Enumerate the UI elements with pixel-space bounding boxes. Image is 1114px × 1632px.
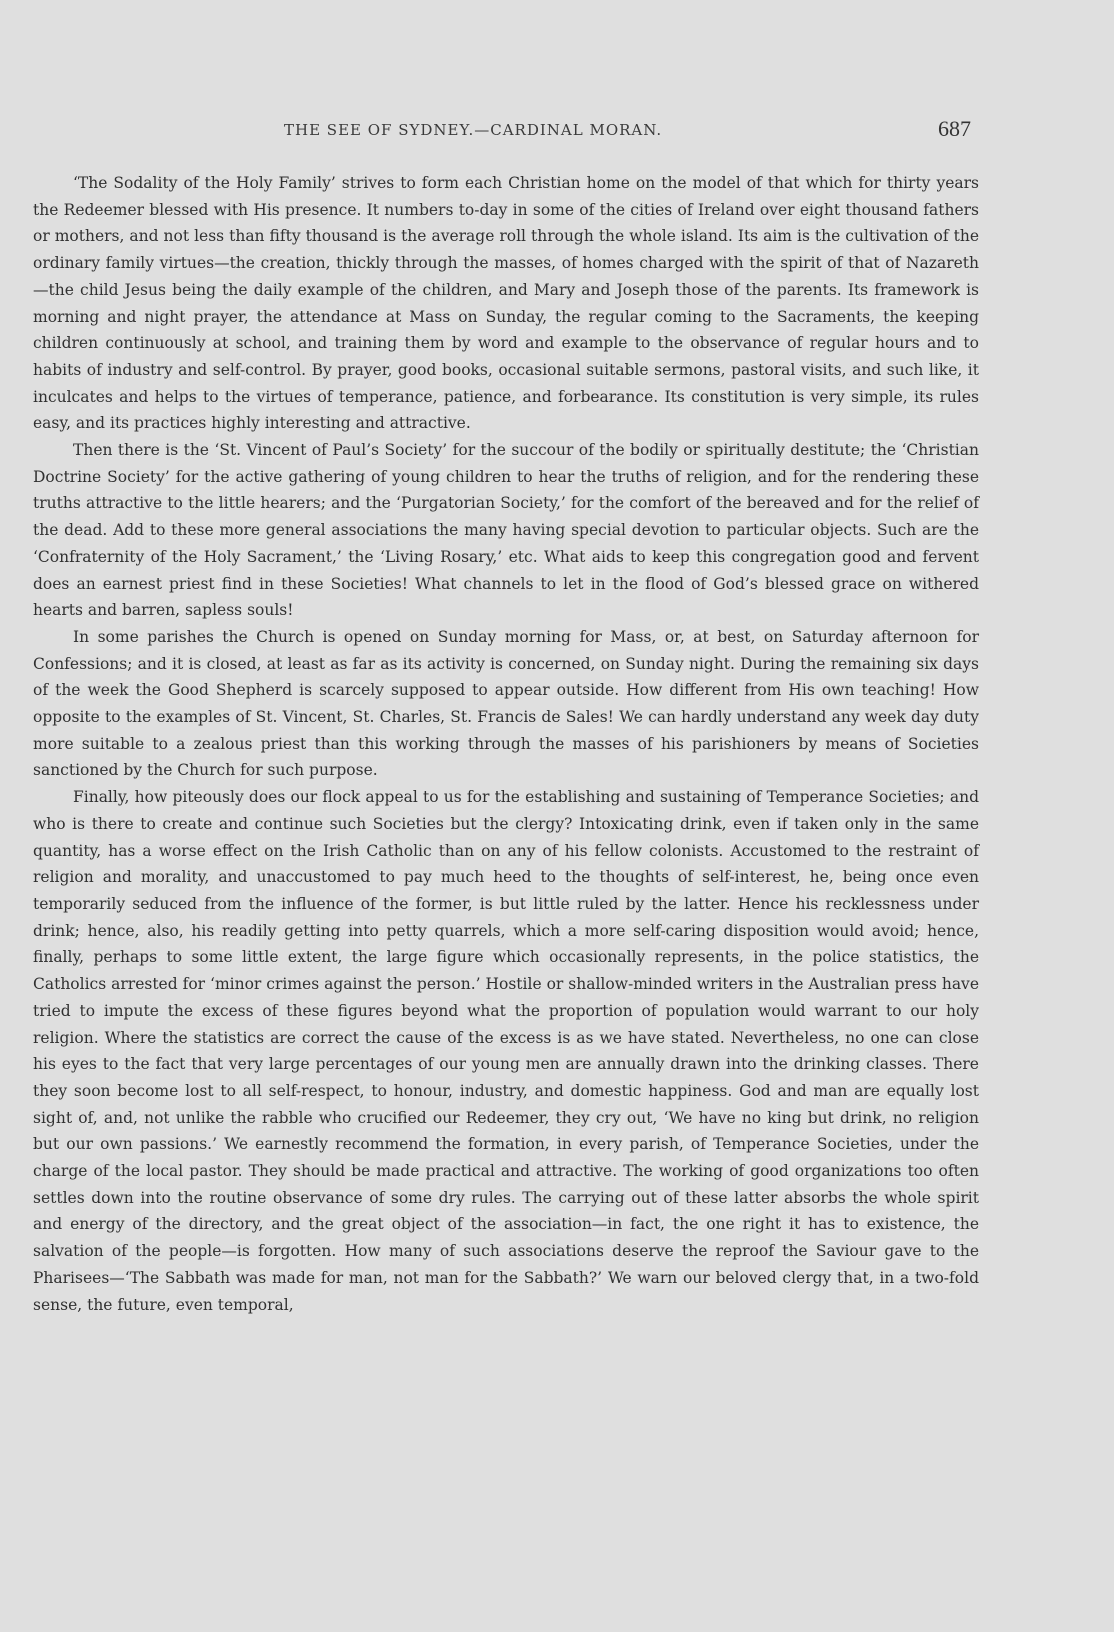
body-text — [33, 170, 979, 1318]
paragraph-societies: Then there is the ‘St. Vincent of Paul’s Society’ for the succour of the bodily or spiritually destitute; the ‘Christian Doctrine Society’ for the active gathering of young children to hear the truths of religion, and for the rendering these truths attractive to the little hearers; and the ‘Purgatorian Society,’ for the comfort of the bereaved and for the relief of the dead. Add to these more general associations the many having special devotion to particular objects. Such are the ‘Confraternity of the Holy Sacrament,’ the ‘Living Rosary,’ etc. What aids to keep this congregation good and fervent does an earnest priest find in these Societies! What channels to let in the flood of God’s blessed grace on withered hearts and barren, sapless souls! — [33, 441, 979, 620]
paragraph-parishes: In some parishes the Church is opened on Sunday morning for Mass, or, at best, on Saturday afternoon for Confessions; and it is closed, at least as far as its activity is concerned, on Sunday night. During the remaining six days of the week the Good Shepherd is scarcely supposed to appear outside. How different from His own teaching! How opposite to the examples of St. Vincent, St. Charles, St. Francis de Sales! We can hardly understand any week day duty more suitable to a zealous priest than this working through the masses of his parishioners by means of Societies sanctioned by the Church for such purpose. — [33, 627, 979, 780]
paragraph-temperance: Finally, how piteously does our flock appeal to us for the establishing and sustaining of Temperance Societies; and who is there to create and continue such Societies but the clergy? Intoxicating drink, even if taken only in the same quantity, has a worse effect on the Irish Catholic than on any of his fellow colonists. Accustomed to the restraint of religion and morality, and unaccustomed to pay much heed to the thoughts of self-interest, he, being once even temporarily seduced from the influence of the former, is but little ruled by the latter. Hence his recklessness under drink; hence, also, his readily getting into petty quarrels, which a more self-caring disposition would avoid; hence, finally, perhaps to some little extent, the large figure which occasionally represents, in the police statistics, the Catholics arrested for ‘minor crimes against the person.’ Hostile or shallow-minded writers in the Australian press have tried to impute the excess of these figures beyond what the proportion of population would warrant to our holy religion. Where the statistics are correct the cause of the excess is as we have stated. Nevertheless, no one can close his eyes to the fact that very large percentages of our young men are annually drawn into the drinking classes. There they soon become lost to all self-respect, to honour, industry, and domestic happiness. God and man are equally lost sight of, and, not unlike the rabble who crucified our Redeemer, they cry out, ‘We have no king but drink, no religion but our own passions.’ We earnestly recommend the formation, in every parish, of Temperance Societies, under the charge of the local pastor. They should be made practical and attractive. The working of good organizations too often settles down into the routine observance of some dry rules. The carrying out of these latter absorbs the whole spirit and energy of the directory, and the great object of the association—in fact, the one right it has to existence, the salvation of the people—is forgotten. How many of such associations deserve the reproof the Saviour gave to the Pharisees—‘The Sabbath was made for man, not man for the Sabbath?’ We warn our beloved clergy that, in a two-fold sense, the future, even temporal, — [33, 788, 979, 1314]
running-head: THE SEE OF SYDNEY.—CARDINAL MORAN. — [284, 121, 663, 139]
paragraph-sodality: ‘The Sodality of the Holy Family’ strives to form each Christian home on the model of that which for thirty years the Redeemer blessed with His presence. It numbers to-day in some of the cities of Ireland over eight thousand fathers or mothers, and not less than fifty thousand is the average roll through the whole island. Its aim is the cultivation of the ordinary family virtues—the creation, thickly through the masses, of homes charged with the spirit of that of Nazareth—the child Jesus being the daily example of the children, and Mary and Joseph those of the parents. Its framework is morning and night prayer, the attendance at Mass on Sunday, the regular coming to the Sacraments, the keeping children continuously at school, and training them by word and example to the observance of regular hours and to habits of industry and self-control. By prayer, good books, occasional suitable sermons, pastoral visits, and such like, it inculcates and helps to the virtues of temperance, patience, and forbearance. Its constitution is very simple, its rules easy, and its practices highly interesting and attractive. — [33, 174, 979, 433]
page-number: 687 — [938, 116, 971, 141]
